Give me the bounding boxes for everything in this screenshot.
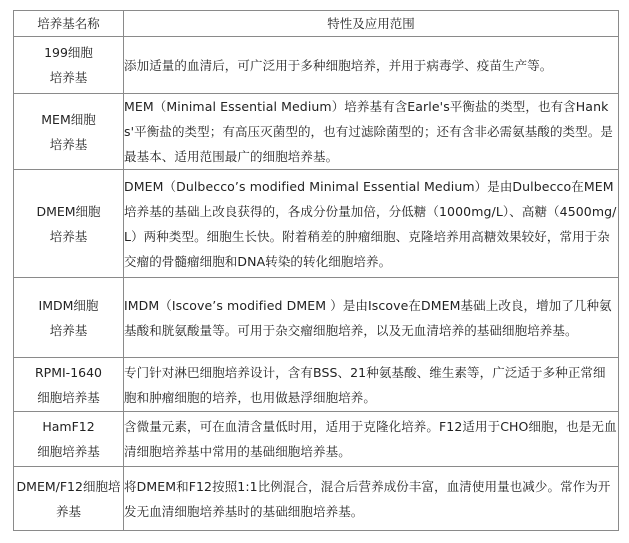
medium-name-line2: 培养基 <box>49 322 88 338</box>
header-properties: 特性及应用范围 <box>124 11 619 37</box>
medium-name-line1: HamF12 <box>42 419 95 434</box>
medium-description: IMDM（Iscove’s modified DMEM ）是由Iscove在DMEM基础上改良，增加了几种氨基酸和胱氨酸量等。可用于杂交瘤细胞培养，以及无血清培养的基础细胞培养基。 <box>124 278 619 358</box>
table-header-row <box>14 11 619 37</box>
medium-name-line1: IMDM细胞 <box>38 297 99 313</box>
medium-name-cell <box>14 358 124 412</box>
medium-name-cell <box>14 467 124 531</box>
medium-name-line2: 培养基 <box>49 136 88 152</box>
table-row <box>14 170 619 278</box>
medium-name-line1: DMEM细胞 <box>36 203 101 219</box>
medium-name-line1: 199细胞 <box>44 45 93 60</box>
culture-media-table <box>13 10 619 531</box>
medium-name-cell <box>14 94 124 170</box>
medium-description: 将DMEM和F12按照1:1比例混合，混合后营养成份丰富，血清使用量也减少。常作为开发无血清细胞培养基时的基础细胞培养基。 <box>124 467 619 531</box>
medium-description: 专门针对淋巴细胞培养设计，含有BSS、21种氨基酸、维生素等，广泛适于多种正常细胞和肿瘤细胞的培养，也用做悬浮细胞培养。 <box>124 358 619 412</box>
medium-name-cell <box>14 170 124 278</box>
medium-name-cell <box>14 37 124 94</box>
medium-name-line1: DMEM/F12细胞培 <box>16 478 121 494</box>
medium-name-line2: 细胞培养基 <box>37 444 100 459</box>
medium-name-line2: 养基 <box>55 503 81 519</box>
medium-name-cell <box>14 278 124 358</box>
medium-description: DMEM（Dulbecco’s modified Minimal Essential Medium）是由Dulbecco在MEM培养基的基础上改良获得的，各成分份量加倍，分低糖（1000mg/L）、高糖（4500mg/L）两种类型。细胞生长快。附着稍差的肿瘤细胞、克隆培养用高糖效果较好，常用于杂交瘤的骨髓瘤细胞和DNA转染的转化细胞培养。 <box>124 170 619 278</box>
medium-name-line2: 细胞培养基 <box>37 389 100 405</box>
table-row <box>14 278 619 358</box>
medium-description: MEM（Minimal Essential Medium）培养基有含Earle's平衡盐的类型，也有含Hanks'平衡盐的类型；有高压灭菌型的，也有过滤除菌型的；还有含非必需氨基酸的类型。是最基本、适用范围最广的细胞培养基。 <box>124 94 619 170</box>
medium-description: 含微量元素，可在血清含量低时用，适用于克隆化培养。F12适用于CHO细胞，也是无血清细胞培养基中常用的基础细胞培养基。 <box>124 412 619 467</box>
medium-name-line1: RPMI-1640 <box>34 364 103 380</box>
medium-name-line2: 培养基 <box>49 70 88 85</box>
medium-name-line1: MEM细胞 <box>41 111 96 127</box>
table-row <box>14 94 619 170</box>
medium-name-cell <box>14 412 124 467</box>
medium-name-line2: 培养基 <box>49 228 88 244</box>
table-row <box>14 467 619 531</box>
table-row <box>14 412 619 467</box>
header-medium-name: 培养基名称 <box>14 11 124 37</box>
table-row <box>14 37 619 94</box>
medium-description: 添加适量的血清后，可广泛用于多种细胞培养，并用于病毒学、疫苗生产等。 <box>124 37 619 94</box>
table-row <box>14 358 619 412</box>
